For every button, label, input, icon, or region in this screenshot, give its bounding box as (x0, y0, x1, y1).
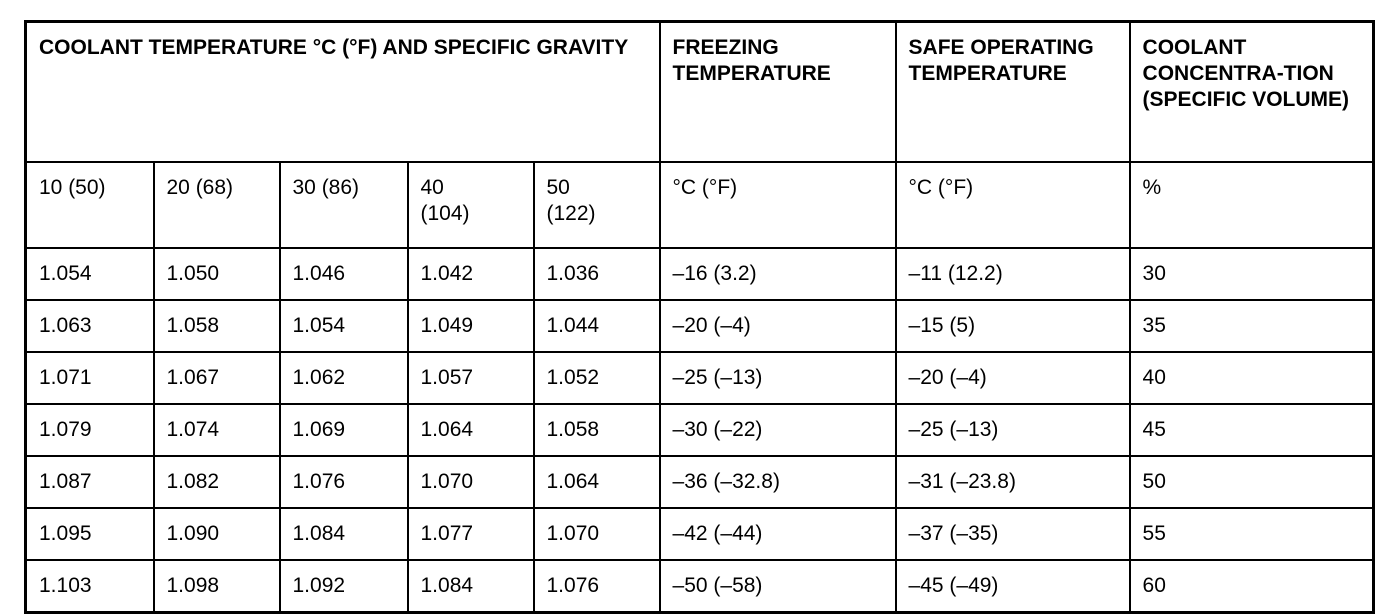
table-cell: –11 (12.2) (896, 248, 1130, 300)
subheader-line: (122) (546, 202, 596, 225)
table-row (26, 300, 1374, 352)
table-cell: 1.082 (154, 456, 280, 508)
subheader-line: 30 (86) (292, 176, 360, 199)
table-cell: 1.071 (26, 352, 154, 404)
table-cell: 1.042 (408, 248, 534, 300)
table-cell: 1.069 (280, 404, 408, 456)
table-cell: 1.064 (534, 456, 660, 508)
subheader-line: (104) (420, 202, 470, 225)
table-cell: –25 (–13) (660, 352, 896, 404)
table-row (26, 508, 1374, 560)
table-cell: –50 (–58) (660, 560, 896, 613)
table-row (26, 248, 1374, 300)
table-cell: 1.050 (154, 248, 280, 300)
subheader-cell (154, 162, 280, 248)
table-cell: 55 (1130, 508, 1374, 560)
table-cell: 1.070 (408, 456, 534, 508)
table-cell: 1.095 (26, 508, 154, 560)
header-freezing-temperature: FREEZING TEMPERATURE (660, 22, 896, 163)
table-row (26, 560, 1374, 613)
table-cell: 1.084 (280, 508, 408, 560)
table-cell: 40 (1130, 352, 1374, 404)
table-cell: 1.076 (280, 456, 408, 508)
table-cell: –16 (3.2) (660, 248, 896, 300)
subheader-line: °C (°F) (908, 176, 974, 199)
table-cell: 1.079 (26, 404, 154, 456)
table-cell: 35 (1130, 300, 1374, 352)
table-cell: 1.076 (534, 560, 660, 613)
table-cell: 1.062 (280, 352, 408, 404)
table-cell: 1.036 (534, 248, 660, 300)
table-row (26, 456, 1374, 508)
header-coolant-temp-specific-gravity: COOLANT TEMPERATURE °C (°F) AND SPECIFIC GRAVITY (26, 22, 660, 163)
subheader-line: 10 (50) (39, 176, 106, 199)
table-cell: 1.098 (154, 560, 280, 613)
subheader-line: 20 (68) (166, 176, 234, 199)
subheader-line: 50 (546, 176, 570, 199)
header-safe-operating-temperature: SAFE OPERATING TEMPERATURE (896, 22, 1130, 163)
subheader-cell (896, 162, 1130, 248)
header-coolant-concentration: COOLANT CONCENTRA-TION (SPECIFIC VOLUME) (1130, 22, 1374, 163)
subheader-line: 40 (420, 176, 444, 199)
table-cell: –15 (5) (896, 300, 1130, 352)
table-cell: –36 (–32.8) (660, 456, 896, 508)
table-cell: 1.084 (408, 560, 534, 613)
table-cell: 1.077 (408, 508, 534, 560)
table-cell: 1.058 (154, 300, 280, 352)
subheader-cell (1130, 162, 1374, 248)
table-cell: 1.067 (154, 352, 280, 404)
table-cell: 1.064 (408, 404, 534, 456)
table-cell: 1.074 (154, 404, 280, 456)
coolant-specific-gravity-table (24, 20, 1375, 614)
table-cell: 1.044 (534, 300, 660, 352)
subheader-line: % (1142, 176, 1162, 199)
subheader-cell (534, 162, 660, 248)
table-cell: 1.057 (408, 352, 534, 404)
table-cell: 1.063 (26, 300, 154, 352)
table-cell: 1.070 (534, 508, 660, 560)
subheader-cell (660, 162, 896, 248)
table-cell: 1.049 (408, 300, 534, 352)
subheader-cell (26, 162, 154, 248)
table-cell: 1.090 (154, 508, 280, 560)
subheader-cell (280, 162, 408, 248)
table-cell: –25 (–13) (896, 404, 1130, 456)
table-row (26, 352, 1374, 404)
table-cell: –31 (–23.8) (896, 456, 1130, 508)
units-row (26, 162, 1374, 248)
table-cell: 50 (1130, 456, 1374, 508)
table-cell: 1.054 (26, 248, 154, 300)
subheader-cell (408, 162, 534, 248)
table-cell: 45 (1130, 404, 1374, 456)
table-cell: 1.054 (280, 300, 408, 352)
table-cell: –30 (–22) (660, 404, 896, 456)
table-cell: 1.046 (280, 248, 408, 300)
table-row (26, 404, 1374, 456)
table-cell: 1.058 (534, 404, 660, 456)
table-cell: 60 (1130, 560, 1374, 613)
header-row (26, 22, 1374, 163)
table-cell: –45 (–49) (896, 560, 1130, 613)
table-cell: –20 (–4) (660, 300, 896, 352)
table-cell: –37 (–35) (896, 508, 1130, 560)
subheader-line: °C (°F) (672, 176, 738, 199)
table-cell: –20 (–4) (896, 352, 1130, 404)
table-cell: 1.103 (26, 560, 154, 613)
table-cell: 1.052 (534, 352, 660, 404)
table-cell: 1.087 (26, 456, 154, 508)
table-cell: –42 (–44) (660, 508, 896, 560)
table-cell: 30 (1130, 248, 1374, 300)
table-cell: 1.092 (280, 560, 408, 613)
